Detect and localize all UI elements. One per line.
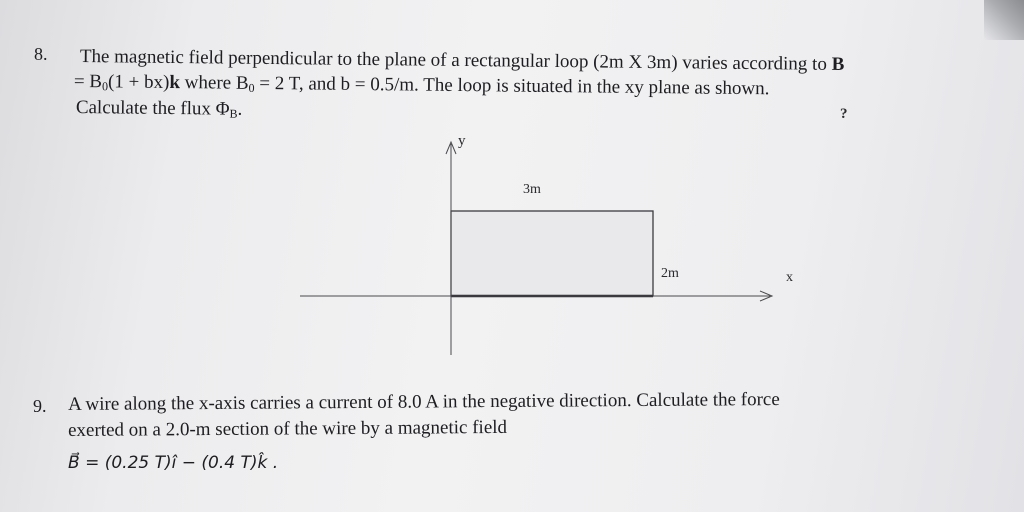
question-9-line-1: A wire along the x-axis carries a current of 8.0 A in the negative direction. Calculate the force (68, 389, 780, 415)
q8-line2-c: where B (179, 72, 249, 94)
q8-line3-text: Calculate the flux Φ (75, 97, 230, 120)
q8-line2-bold-k: k (169, 72, 181, 94)
q8-line3-end: . (237, 98, 243, 120)
q8-line3-sub: B (229, 106, 238, 121)
q8-line2-sub0: 0 (101, 79, 109, 94)
q8-line1-bold-b: B (831, 53, 845, 76)
rectangular-loop (451, 211, 653, 296)
handwritten-mark: ? (840, 106, 848, 122)
question-9-number: 9. (33, 396, 47, 416)
question-9-line-2: exerted on a 2.0-m section of the wire by a magnetic field (68, 416, 508, 441)
q8-line1-text: The magnetic field perpendicular to the plane of a rectangular loop (2m X 3m) varies according to (79, 46, 828, 75)
loop-width-label: 3m (523, 182, 541, 197)
q8-line2-a: = B (73, 71, 103, 93)
q8-line2-d: = 2 T, and b = 0.5/m. The loop is situated in the xy plane as shown. (254, 72, 770, 100)
question-9-equation: B⃗ = (0.25 T)î − (0.4 T)k̂ . (68, 453, 279, 473)
q8-line2-b: (1 + bx) (107, 71, 170, 93)
x-axis-label: x (786, 270, 793, 285)
loop-height-label: 2m (661, 266, 679, 281)
y-axis-label: y (458, 133, 466, 149)
question-8-number: 8. (34, 44, 48, 64)
q8-line2-sub1: 0 (248, 80, 255, 95)
